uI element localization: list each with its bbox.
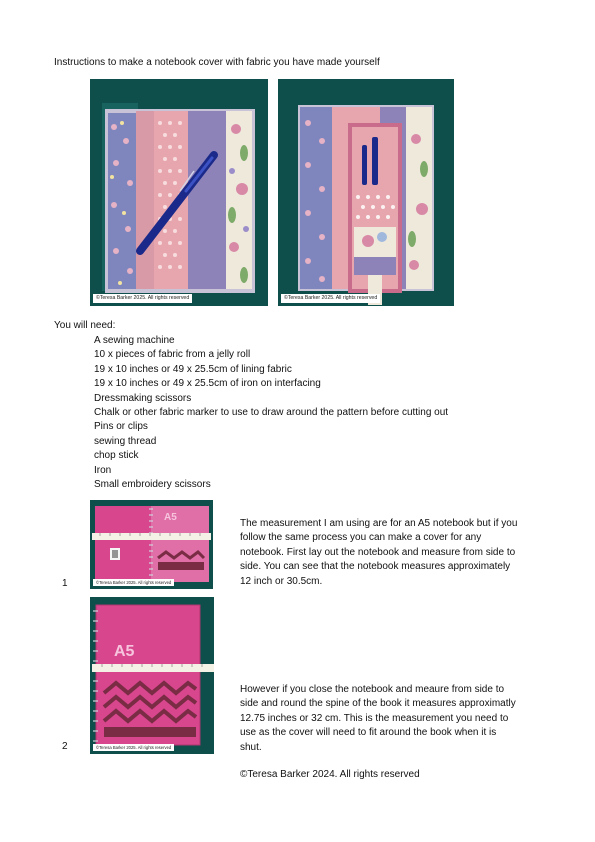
footer-copyright: ©Teresa Barker 2024. All rights reserved [240,769,420,780]
closed-notebook-photo [90,597,214,754]
list-item: sewing thread [94,435,157,447]
you-will-need-title: You will need: [54,320,116,331]
notebook-a5-label: A5 [164,512,177,523]
list-item: 19 x 10 inches or 49 x 25.5cm of lining fabric [94,363,292,375]
list-item: Iron [94,464,112,476]
step-number: 1 [62,578,68,589]
list-item: 10 x pieces of fabric from a jelly roll [94,349,251,361]
materials-list [94,334,448,492]
list-item: Dressmaking scissors [94,392,192,404]
list-item: Small embroidery scissors [94,479,211,491]
list-item: 19 x 10 inches or 49 x 25.5cm of iron on interfacing [94,378,321,390]
list-item: chop stick [94,450,139,462]
notebook-a5-label: A5 [114,643,135,660]
step-2-text: However if you close the notebook and meaure from side to side and round the spine of the book it measures approximatly 12.75 inches or 32 cm. This is the measurement you need to use as the cover will need to fit around the book when it is shut. [240,684,516,753]
photo-copyright-caption: ©Teresa Barker 2025. All rights reserved [281,294,380,303]
list-item: Chalk or other fabric marker to use to draw around the pattern before cutting out [94,407,449,419]
photo-copyright-caption: ©Teresa Barker 2025. All rights reserved [93,579,174,586]
finished-cover-photo [90,79,268,306]
list-item: A sewing machine [94,335,175,346]
list-item: Pins or clips [94,421,148,433]
intro-heading: Instructions to make a notebook cover with fabric you have made yourself [54,57,380,68]
photo-copyright-caption: ©Teresa Barker 2025. All rights reserved [93,294,192,303]
photo-copyright-caption: ©Teresa Barker 2025. All rights reserved [93,744,174,751]
pen-pocket-photo [278,79,454,306]
open-notebook-photo [90,500,213,589]
step-number: 2 [62,741,68,752]
step-1-text: The measurement I am using are for an A5 notebook but if you follow the same process you can make a cover for any notebook. First lay out the notebook and measure from side to side. You can see that the notebook measures approximately 12 inch or 30.5cm. [240,518,518,587]
